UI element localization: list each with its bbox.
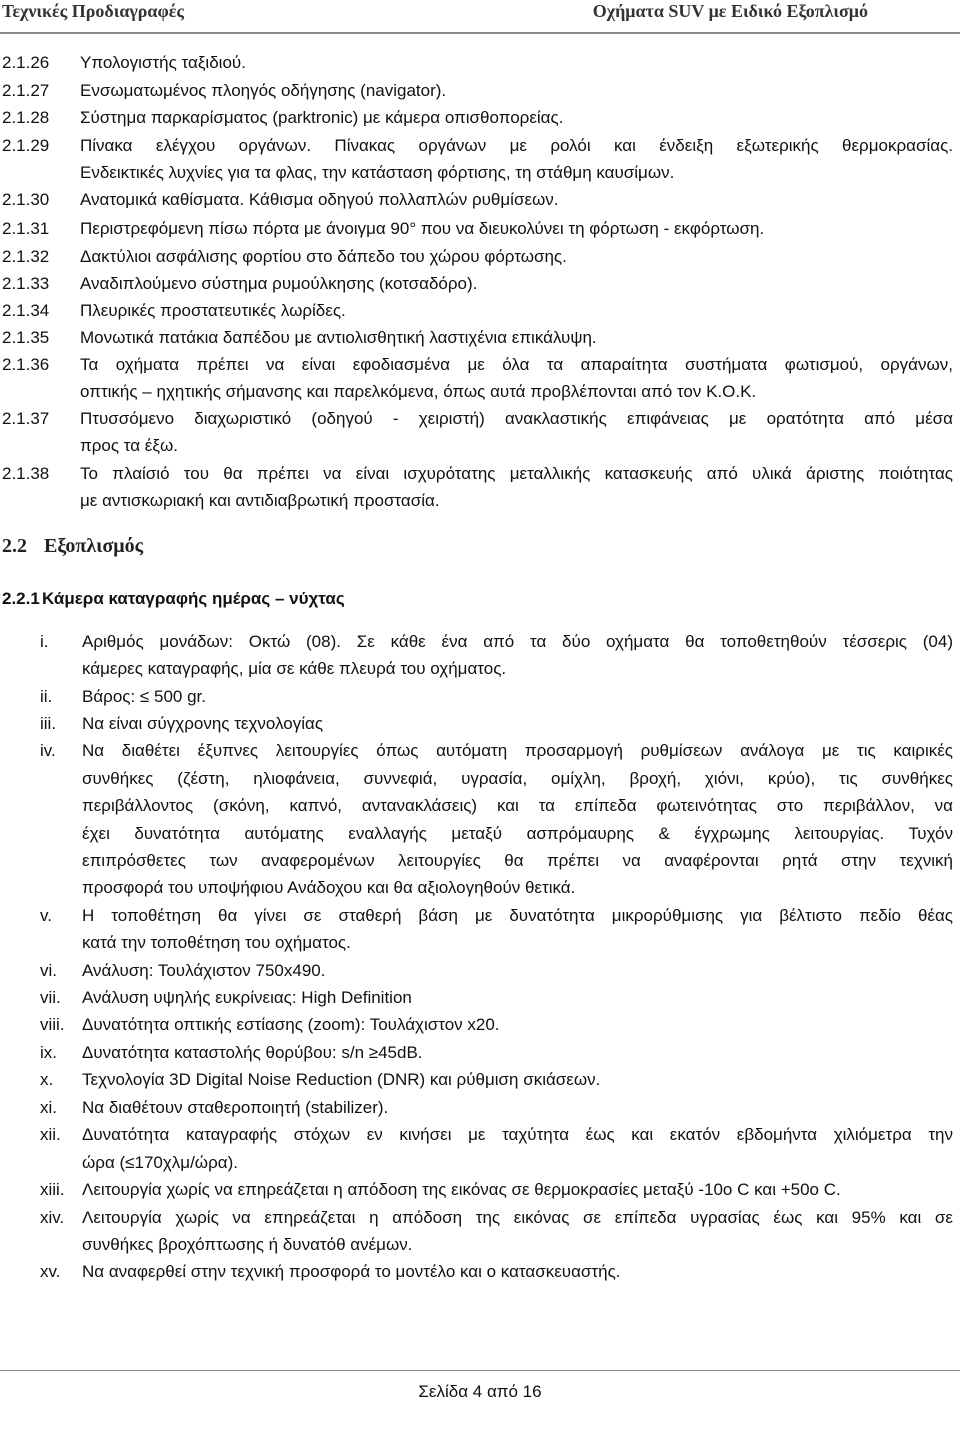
spec-text: Ανατομικά καθίσματα. Κάθισμα οδηγού πολλαπλών ρυθμίσεων. xyxy=(80,190,559,209)
list-text: συνθήκες (ζέστη, ηλιοφάνεια, συννεφιά, υγρασία, ομίχλη, βροχή, χιόνι, κρύο), τις συνθήκες xyxy=(82,769,953,788)
list-marker: vii. xyxy=(40,988,61,1007)
list-text: περιβάλλοντος (σκόνη, καπνό, αντανακλάσεις) και τα επίπεδα φωτεινότητας στο περιβάλλον, να xyxy=(82,796,953,815)
spec-text: Περιστρεφόμενη πίσω πόρτα με άνοιγμα 90° που να διευκολύνει τη φόρτωση - εκφόρτωση. xyxy=(80,219,765,238)
list-text: επιπρόσθετες των αναφερομένων λειτουργίες θα πρέπει να αναφέρονται ρητά στην τεχνική xyxy=(82,851,953,870)
spec-text: οπτικής – ηχητικής σήμανσης και παρελκόμενα, όπως αυτά προβλέπονται από τον Κ.Ο.Κ. xyxy=(80,382,757,401)
list-text: Να είναι σύγχρονης τεχνολογίας xyxy=(82,714,324,733)
list-text: Να διαθέτουν σταθεροποιητή (stabilizer). xyxy=(82,1098,389,1117)
spec-text: Τα οχήματα πρέπει να είναι εφοδιασμένα με όλα τα απαραίτητα συστήματα φωτισμού, οργάνων, xyxy=(80,355,953,374)
list-marker: xv. xyxy=(40,1262,61,1281)
header-divider xyxy=(0,32,960,34)
spec-number: 2.1.27 xyxy=(2,81,50,100)
spec-text: Αναδιπλούμενο σύστημα ρυμούλκησης (κοτσαδόρο). xyxy=(80,274,478,293)
list-text: κατά την τοποθέτηση του οχήματος. xyxy=(82,933,351,952)
spec-text: Μονωτικά πατάκια δαπέδου με αντιολισθητική λαστιχένια επικάλυψη. xyxy=(80,328,597,347)
list-text: Λειτουργία χωρίς να επηρεάζεται η απόδοση της εικόνας σε επίπεδα υγρασίας έως και 95% και σε xyxy=(82,1208,953,1227)
list-text: Αριθμός μονάδων: Οκτώ (08). Σε κάθε ένα από τα δύο οχήματα θα τοποθετηθούν τέσσερις (04) xyxy=(82,632,953,651)
list-text: Δυνατότητα καταστολής θορύβου: s/n ≥45dB. xyxy=(82,1043,423,1062)
section-title: Εξοπλισμός xyxy=(44,535,144,557)
spec-number: 2.1.36 xyxy=(2,355,50,374)
spec-number: 2.1.31 xyxy=(2,219,50,238)
spec-number: 2.1.34 xyxy=(2,301,50,320)
subsection-number: 2.2.1 xyxy=(2,589,40,608)
spec-number: 2.1.33 xyxy=(2,274,50,293)
list-text: έχει δυνατότητα αυτόματης εναλλαγής μεταξύ ασπρόμαυρης & έγχρωμης λειτουργίας. Τυχόν xyxy=(82,824,953,843)
list-text: Βάρος: ≤ 500 gr. xyxy=(82,687,206,706)
list-text: κάμερες καταγραφής, μία σε κάθε πλευρά του οχήματος. xyxy=(82,659,507,678)
spec-text: Πλευρικές προστατευτικές λωρίδες. xyxy=(80,301,346,320)
page-number: Σελίδα 4 από 16 xyxy=(418,1382,542,1401)
list-text: Ανάλυση: Τουλάχιστον 750x490. xyxy=(82,961,326,980)
list-marker: xiii. xyxy=(40,1180,65,1199)
list-marker: ix. xyxy=(40,1043,57,1062)
subsection-title: Κάμερα καταγραφής ημέρας – νύχτας xyxy=(42,589,345,608)
spec-text: Δακτύλιοι ασφάλισης φορτίου στο δάπεδο του χώρου φόρτωσης. xyxy=(80,247,567,266)
spec-number: 2.1.32 xyxy=(2,247,50,266)
list-text: συνθήκες βροχόπτωσης ή δυνατόθ ανέμων. xyxy=(82,1235,413,1254)
list-marker: xiv. xyxy=(40,1208,65,1227)
spec-text: Σύστημα παρκαρίσματος (parktronic) με κάμερα οπισθοπορείας. xyxy=(80,108,564,127)
list-marker: v. xyxy=(40,906,52,925)
list-text: Να διαθέτει έξυπνες λειτουργίες όπως αυτόματη προσαρμογή ρυθμίσεων ανάλογα με τις καιρικές xyxy=(82,741,953,760)
list-marker: i. xyxy=(40,632,49,651)
list-text: Η τοποθέτηση θα γίνει σε σταθερή βάση με δυνατότητα μικρορύθμισης για βέλτιστο πεδίο θέας xyxy=(82,906,953,925)
list-text: ώρα (≤170χλμ/ώρα). xyxy=(82,1153,238,1172)
list-text: Να αναφερθεί στην τεχνική προσφορά το μοντέλο και ο κατασκευαστής. xyxy=(82,1262,621,1281)
spec-number: 2.1.35 xyxy=(2,328,50,347)
list-text: Ανάλυση υψηλής ευκρίνειας: High Definition xyxy=(82,988,412,1007)
spec-text: Υπολογιστής ταξιδιού. xyxy=(80,53,246,72)
list-text: Τεχνολογία 3D Digital Noise Reduction (DNR) και ρύθμιση σκιάσεων. xyxy=(82,1070,601,1089)
list-marker: xi. xyxy=(40,1098,57,1117)
list-marker: iv. xyxy=(40,741,56,760)
list-marker: ii. xyxy=(40,687,53,706)
spec-number: 2.1.38 xyxy=(2,464,50,483)
header-left-title: Τεχνικές Προδιαγραφές xyxy=(2,1,184,21)
spec-text: Πτυσσόμενο διαχωριστικό (οδηγού - χειριστή) ανακλαστικής επιφάνειας με ορατότητα από μέσα xyxy=(80,409,953,428)
list-text: Λειτουργία χωρίς να επηρεάζεται η απόδοση της εικόνας σε θερμοκρασίες μεταξύ -10ο C και +50ο C. xyxy=(82,1180,841,1199)
page-footer xyxy=(0,1382,960,1402)
spec-text: Ενδεικτικές λυχνίες για τα φλας, την κατάσταση φόρτισης, τη στάθμη καυσίμων. xyxy=(80,163,675,182)
spec-number: 2.1.37 xyxy=(2,409,50,428)
list-marker: viii. xyxy=(40,1015,65,1034)
footer-divider xyxy=(0,1370,960,1371)
header-right-title: Οχήματα SUV με Ειδικό Εξοπλισμό xyxy=(592,1,868,21)
page-header xyxy=(0,0,960,34)
spec-number: 2.1.30 xyxy=(2,190,50,209)
list-text: Δυνατότητα καταγραφής στόχων εν κινήσει με ταχύτητα έως και εκατόν εβδομήντα χιλιόμετρα την xyxy=(82,1125,953,1144)
spec-number: 2.1.29 xyxy=(2,136,50,155)
spec-text: Το πλαίσιό του θα πρέπει να είναι ισχυρότατης μεταλλικής κατασκευής από υλικά άριστης ποιότητας xyxy=(80,464,953,483)
list-text: προσφορά του υποψήφιου Ανάδοχου και θα αξιολογηθούν θετικά. xyxy=(82,878,576,897)
spec-text: με αντισκωριακή και αντιδιαβρωτική προστασία. xyxy=(80,491,440,510)
list-marker: xii. xyxy=(40,1125,61,1144)
spec-text: Ενσωματωμένος πλοηγός οδήγησης (navigator). xyxy=(80,81,447,100)
spec-text: Πίνακα ελέγχου οργάνων. Πίνακας οργάνων με ρολόι και ένδειξη εξωτερικής θερμοκρασίας. xyxy=(80,136,953,155)
spec-number: 2.1.26 xyxy=(2,53,50,72)
list-text: Δυνατότητα οπτικής εστίασης (zoom): Τουλάχιστον x20. xyxy=(82,1015,500,1034)
spec-number: 2.1.28 xyxy=(2,108,50,127)
list-marker: vi. xyxy=(40,961,57,980)
section-number: 2.2 xyxy=(2,535,27,557)
list-marker: iii. xyxy=(40,714,57,733)
spec-text: προς τα έξω. xyxy=(80,436,178,455)
list-marker: x. xyxy=(40,1070,54,1089)
